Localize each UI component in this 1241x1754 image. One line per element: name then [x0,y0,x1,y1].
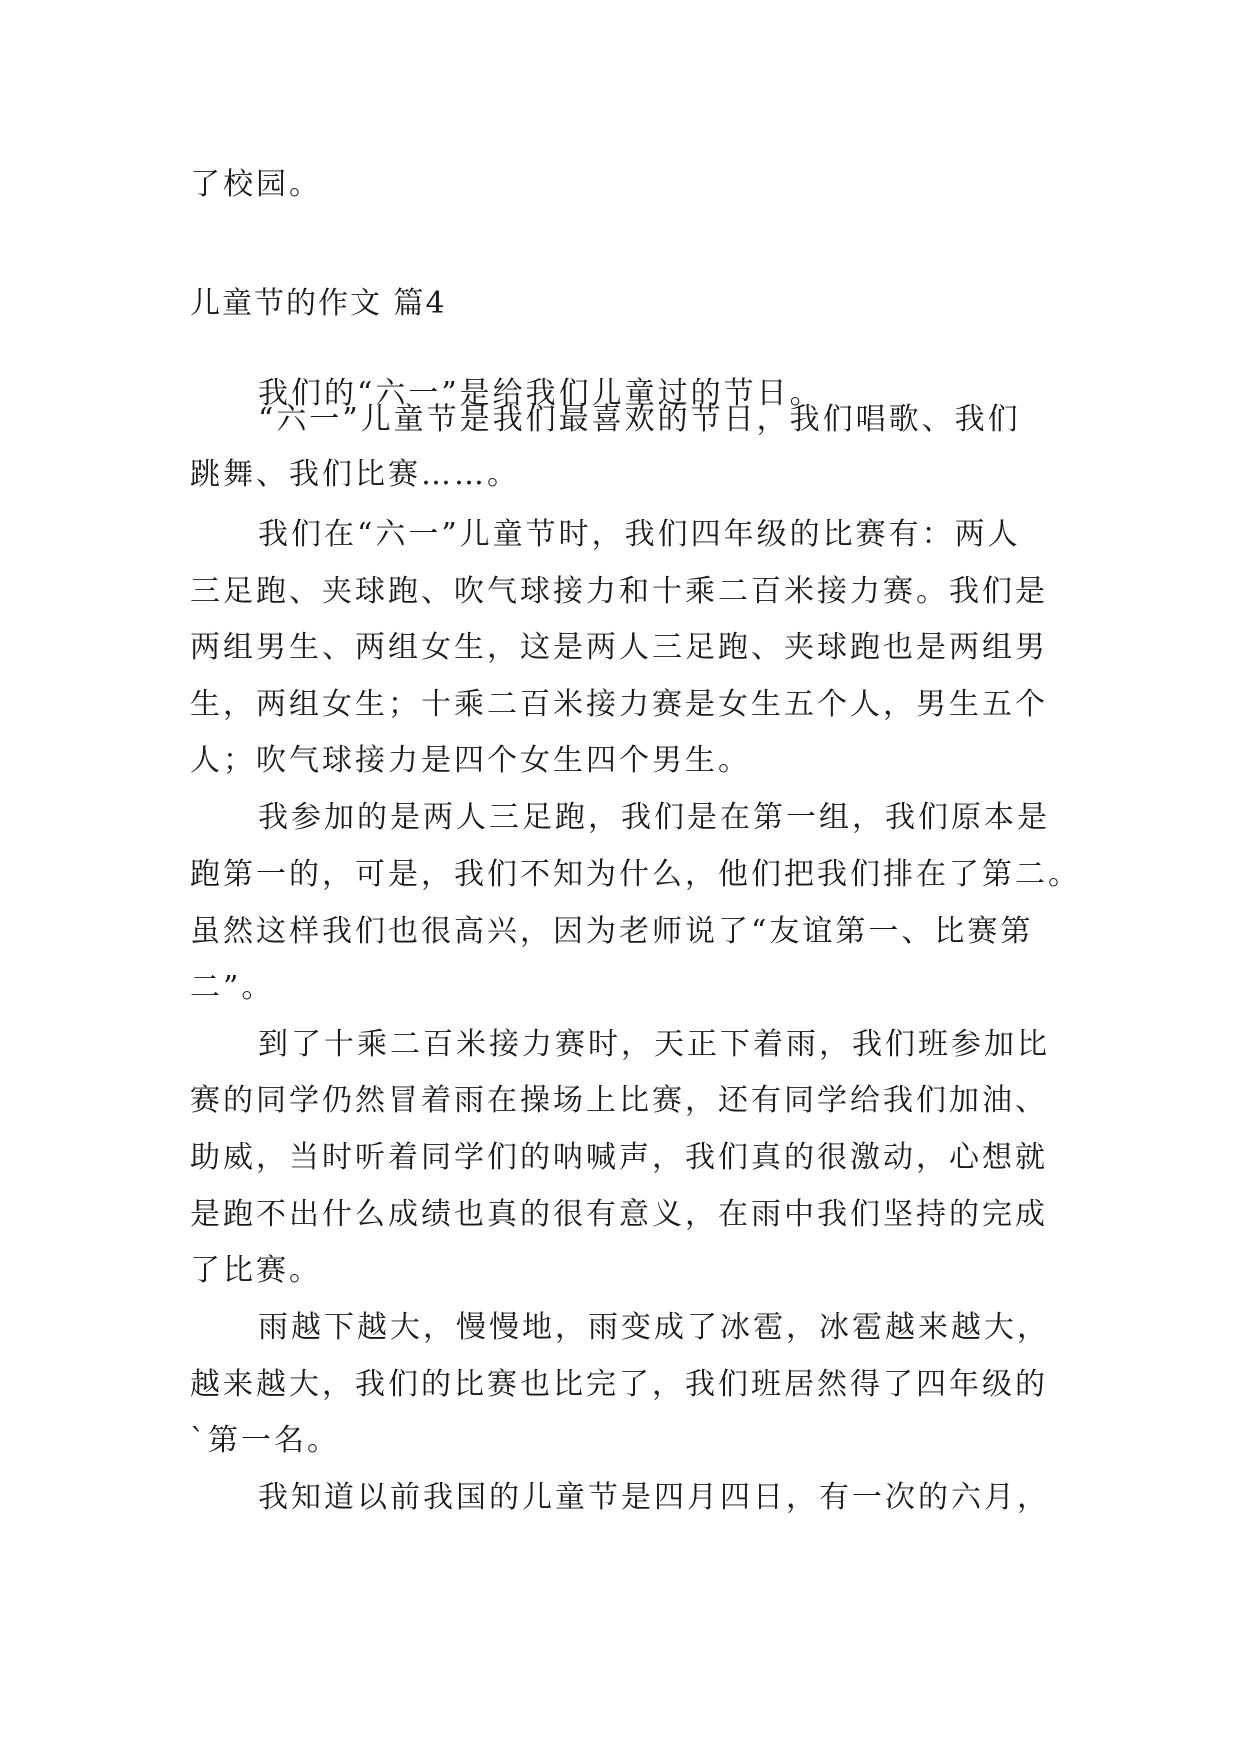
text-line: `第一名。 [190,1423,340,1458]
text-line: 了校园。 [190,167,322,202]
paragraph-line: 我知道以前我国的儿童节是四月四日，有一次的六月， [258,1480,1050,1515]
text-line: 越来越大，我们的比赛也比完了，我们班居然得了四年级的 [190,1367,1048,1402]
section-heading: 儿童节的作文 篇4 [190,286,447,321]
text-line: 生，两组女生；十乘二百米接力赛是女生五个人，男生五个 [190,687,1048,722]
paragraph-line: 我们的“六一”是给我们儿童过的节日。 [258,376,823,411]
text-line: 三足跑、夹球跑、吹气球接力和十乘二百米接力赛。我们是 [190,574,1048,609]
paragraph-line: 雨越下越大，慢慢地，雨变成了冰雹，冰雹越来越大， [258,1310,1050,1345]
text-line: 助威，当时听着同学们的呐喊声，我们真的很激动，心想就 [190,1140,1048,1175]
text-line: 二”。 [190,970,275,1005]
text-line: 跳舞、我们比赛……。 [190,457,520,492]
text-line: 人；吹气球接力是四个女生四个男生。 [190,743,751,778]
text-line: 跑第一的，可是，我们不知为什么，他们把我们排在了第二。 [190,857,1081,892]
paragraph-line: 我们在“六一”儿童节时，我们四年级的比赛有：两人 [258,517,1021,552]
paragraph-line: 到了十乘二百米接力赛时，天正下着雨，我们班参加比 [258,1027,1050,1062]
paragraph-line: 我参加的是两人三足跑，我们是在第一组，我们原本是 [258,800,1050,835]
text-line: 赛的同学仍然冒着雨在操场上比赛，还有同学给我们加油、 [190,1083,1048,1118]
paragraph-line: “六一”儿童节是我们最喜欢的节日，我们唱歌、我们 [258,402,1021,437]
text-line: 两组男生、两组女生，这是两人三足跑、夹球跑也是两组男 [190,630,1048,665]
text-line: 是跑不出什么成绩也真的很有意义，在雨中我们坚持的完成 [190,1197,1048,1232]
text-line: 了比赛。 [190,1253,322,1288]
text-line: 虽然这样我们也很高兴，因为老师说了“友谊第一、比赛第 [190,914,1034,949]
